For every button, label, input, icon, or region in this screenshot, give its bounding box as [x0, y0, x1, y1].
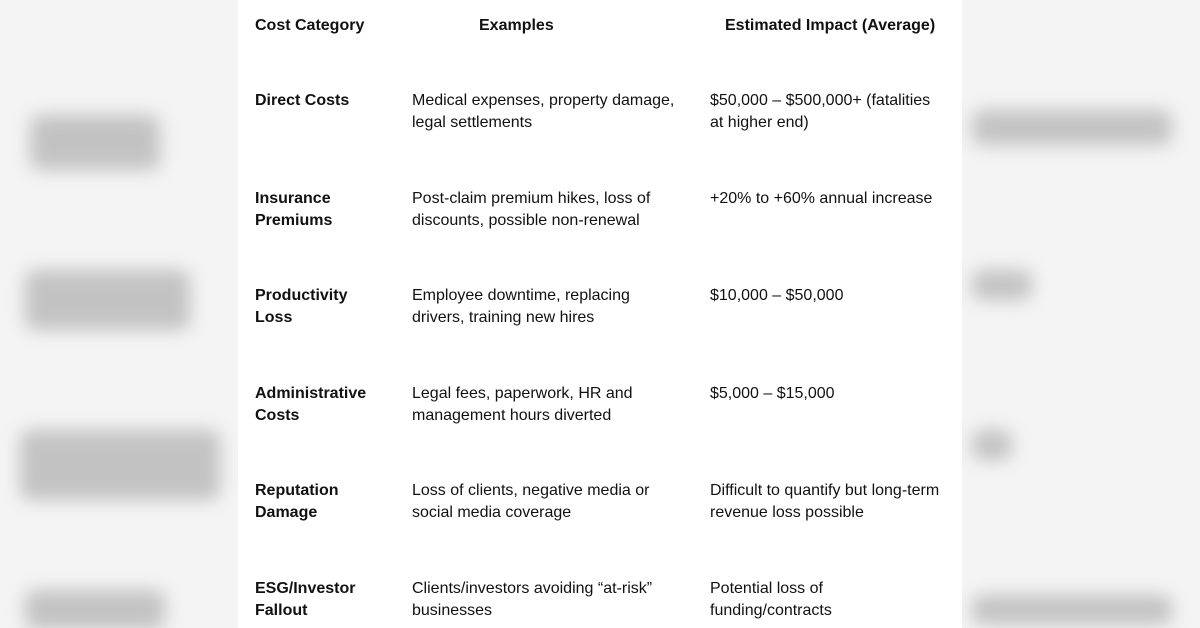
row-category-reputation-damage: Reputation Damage	[255, 482, 339, 521]
row-examples: Post-claim premium hikes, loss of discounts, possible non-renewal	[412, 190, 651, 229]
blur-smudge	[972, 595, 1172, 625]
row-category-insurance-premiums: Insurance Premiums	[255, 190, 333, 229]
row-category-administrative-costs: Administrative Costs	[255, 385, 367, 424]
blur-smudge	[972, 110, 1172, 145]
blur-smudge	[20, 430, 220, 500]
header-cost-category: Cost Category	[255, 17, 365, 34]
row-examples: Loss of clients, negative media or social media coverage	[412, 482, 650, 521]
blurred-right-background	[962, 0, 1200, 628]
row-examples: Medical expenses, property damage, legal settlements	[412, 92, 675, 131]
blur-smudge	[30, 115, 160, 170]
blur-smudge	[25, 270, 190, 330]
row-impact: $50,000 – $500,000+ (fatalities at higher end)	[710, 92, 931, 131]
blur-smudge	[972, 270, 1032, 300]
row-impact: $10,000 – $50,000	[710, 287, 844, 304]
header-estimated-impact: Estimated Impact (Average)	[725, 17, 936, 34]
row-category-productivity-loss: Productivity Loss	[255, 287, 348, 326]
row-examples: Employee downtime, replacing drivers, training new hires	[412, 287, 630, 326]
row-impact: $5,000 – $15,000	[710, 385, 835, 402]
row-impact: +20% to +60% annual increase	[710, 190, 933, 207]
row-impact: Potential loss of funding/contracts	[710, 580, 832, 619]
blur-smudge	[972, 430, 1012, 460]
blurred-left-background	[0, 0, 238, 628]
row-category-direct-costs: Direct Costs	[255, 92, 350, 109]
row-examples: Legal fees, paperwork, HR and management hours diverted	[412, 385, 633, 424]
row-examples: Clients/investors avoiding “at-risk” businesses	[412, 580, 653, 619]
row-category-esg-investor-fallout: ESG/Investor Fallout	[255, 580, 356, 619]
header-examples: Examples	[479, 17, 554, 34]
blur-smudge	[25, 590, 165, 628]
cost-table	[238, 0, 962, 628]
row-impact: Difficult to quantify but long-term revenue loss possible	[710, 482, 940, 521]
